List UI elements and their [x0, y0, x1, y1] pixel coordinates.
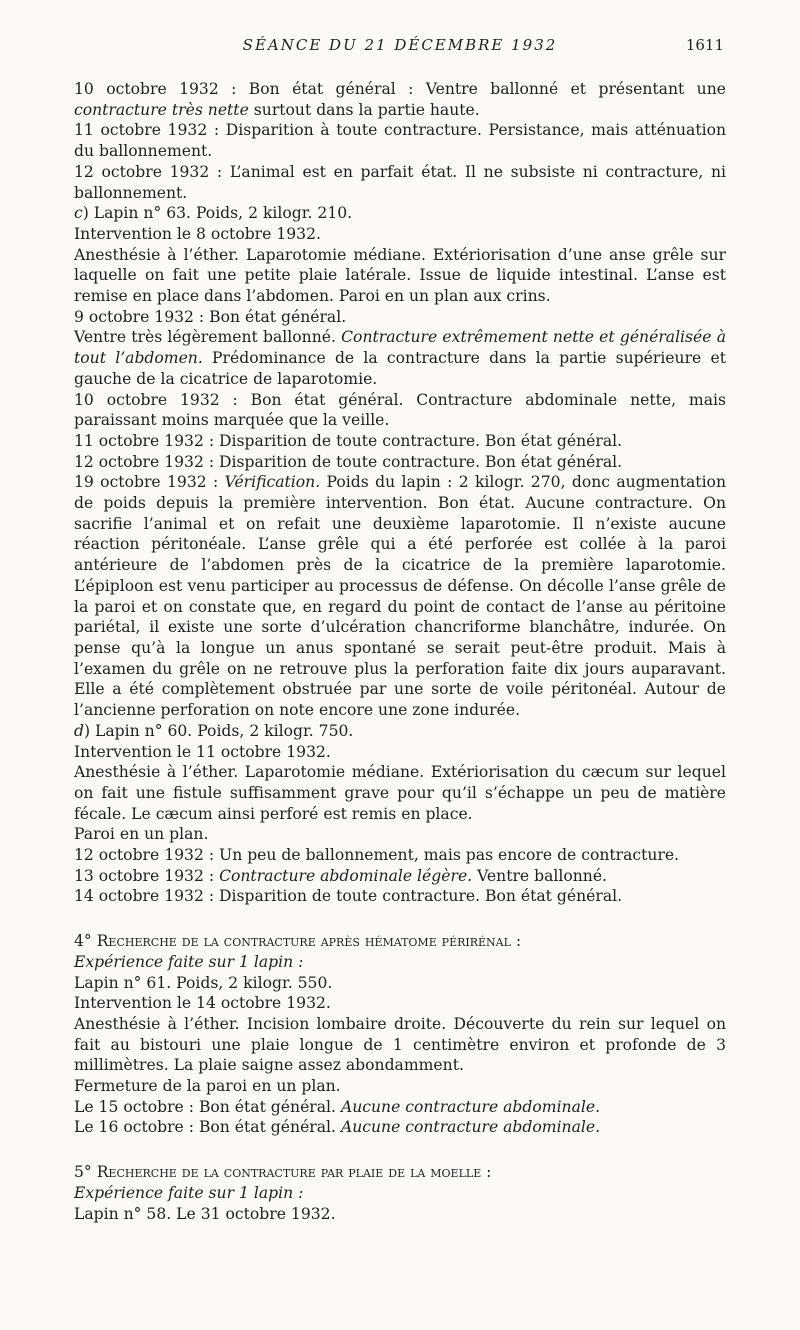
paragraph: [74, 742, 726, 763]
text-run: 10 octobre 1932 : Bon état général. Contracture abdominale nette, mais paraissant moins marquée que la veille.: [74, 390, 726, 430]
paragraph: [74, 472, 726, 720]
text-run: 10 octobre 1932 : Bon état général : Ventre ballonné et présentant une: [74, 80, 726, 98]
italic-text: Contracture abdominale légère.: [219, 866, 473, 885]
italic-text: c: [74, 204, 83, 223]
page-header: [0, 36, 800, 58]
paragraph: [74, 721, 726, 742]
text-run: Fermeture de la paroi en un plan.: [74, 1077, 341, 1096]
italic-text: Aucune contracture abdominale.: [340, 1118, 601, 1137]
text-run: Poids du lapin : 2 kilogr. 270, donc augmentation de poids depuis la première intervention. Bon état. Aucune contracture. On sacrifie l’animal et on refait une deuxième laparotomie. Il n’existe aucune réaction péritonéale. L’anse grêle qui a été perforée est collée à la paroi antérieure de l’abdomen près de la cicatrice de la première laparotomie. L’épiploon est venu participer au processus de défense. On décolle l’anse grêle de la paroi et on constate que, en regard du point de contact de l’anse au péritoine pariétal, il existe une sorte d’ulcération chancriforme blanchâtre, indurée. On pense qu’à la longue un anus spontané se serait peut-être produit. Mais à l’examen du grêle on ne retrouve plus la perforation faite dix jours auparavant. Elle a été complètement obstruée par une sorte de voile péritonéal. Autour de l’ancienne perforation on note encore une zone indurée.: [74, 473, 726, 720]
italic-text: d: [74, 721, 84, 740]
text-run: 4°: [74, 932, 97, 951]
section-heading: [74, 1162, 726, 1183]
smallcaps-text: Recherche de la contracture par plaie de la moelle :: [96, 1163, 492, 1182]
running-title: SÉANCE DU 21 DÉCEMBRE 1932: [242, 36, 558, 54]
paragraph: [74, 973, 726, 994]
paragraph: [74, 203, 726, 224]
paragraph: [74, 162, 726, 203]
text-run: 12 octobre 1932 : Disparition de toute contracture. Bon état général.: [74, 452, 623, 471]
text-run: Anesthésie à l’éther. Incision lombaire droite. Découverte du rein sur lequel on fait au bistouri une plaie longue de 1 centimètre environ et profonde de 3 millimètres. La plaie saigne assez abondamment.: [74, 1014, 726, 1075]
text-run: 5°: [74, 1163, 97, 1182]
text-run: Lapin n° 61. Poids, 2 kilogr. 550.: [74, 973, 333, 992]
paragraph: [74, 1117, 726, 1138]
paragraph: [74, 431, 726, 452]
italic-text: Expérience faite sur 1 lapin :: [74, 952, 304, 971]
text-run: Intervention le 14 octobre 1932.: [74, 994, 331, 1013]
paragraph: [74, 307, 726, 328]
smallcaps-text: Recherche de la contracture après hématome périrénal :: [96, 932, 522, 951]
page-number: 1611: [685, 36, 724, 54]
paragraph: [74, 390, 726, 431]
text-run: Prédominance de la contracture dans la partie supérieure et gauche de la cicatrice de laparotomie.: [74, 349, 726, 388]
paragraph: [74, 952, 726, 973]
paragraph: [74, 79, 726, 120]
italic-text: Contracture extrêmement nette et généralisée à tout l’abdomen.: [74, 328, 726, 368]
text-run: 12 octobre 1932 : Un peu de ballonnement, mais pas encore de contracture.: [74, 846, 680, 865]
text-run: ) Lapin n° 60. Poids, 2 kilogr. 750.: [83, 721, 354, 740]
text-run: 13 octobre 1932 :: [74, 866, 220, 885]
text-run: 19 octobre 1932 :: [74, 473, 225, 492]
italic-text: contracture très nette: [74, 100, 249, 119]
text-run: Le 16 octobre : Bon état général.: [74, 1118, 341, 1137]
text-run: ) Lapin n° 63. Poids, 2 kilogr. 210.: [82, 204, 353, 223]
text-run: surtout dans la partie haute.: [248, 100, 480, 119]
body-text: [74, 79, 726, 1224]
text-run: Lapin n° 58. Le 31 octobre 1932.: [74, 1204, 336, 1223]
text-run: Ventre ballonné.: [472, 866, 608, 885]
paragraph: [74, 993, 726, 1014]
paragraph: [74, 824, 726, 845]
paragraph: [74, 866, 726, 887]
paragraph: [74, 327, 726, 389]
text-run: Intervention le 8 octobre 1932.: [74, 224, 321, 243]
italic-text: Vérification.: [224, 473, 321, 492]
text-run: 12 octobre 1932 : L’animal est en parfait état. Il ne subsiste ni contracture, ni ballonnement.: [74, 162, 726, 202]
section-heading: [74, 931, 726, 952]
text-run: 11 octobre 1932 : Disparition de toute contracture. Bon état général.: [74, 431, 623, 450]
paragraph: [74, 845, 726, 866]
text-run: Intervention le 11 octobre 1932.: [74, 742, 331, 761]
paragraph: [74, 1097, 726, 1118]
italic-text: Expérience faite sur 1 lapin :: [74, 1183, 304, 1202]
paragraph: [74, 1014, 726, 1076]
paragraph: [74, 762, 726, 824]
italic-text: Aucune contracture abdominale.: [340, 1097, 601, 1116]
paragraph: [74, 452, 726, 473]
paragraph: [74, 1204, 726, 1225]
paragraph: [74, 886, 726, 907]
text-run: Ventre très légèrement ballonné.: [74, 328, 342, 347]
text-run: 9 octobre 1932 : Bon état général.: [74, 307, 347, 326]
paragraph: [74, 1076, 726, 1097]
text-run: 11 octobre 1932 : Disparition à toute contracture. Persistance, mais atténuation du ballonnement.: [74, 121, 726, 161]
paragraph: [74, 1183, 726, 1204]
text-run: Le 15 octobre : Bon état général.: [74, 1097, 341, 1116]
paragraph: [74, 224, 726, 245]
text-run: Anesthésie à l’éther. Laparotomie médiane. Extériorisation d’une anse grêle sur laquelle on fait une petite plaie latérale. Issue de liquide intestinal. L’anse est remise en place dans l’abdomen. Paroi en un plan aux crins.: [74, 245, 726, 306]
paragraph: [74, 120, 726, 161]
text-run: Anesthésie à l’éther. Laparotomie médiane. Extériorisation du cæcum sur lequel on fait une fistule suffisamment grave pour qu’il s’échappe un peu de matière fécale. Le cæcum ainsi perforé est remis en place.: [74, 763, 726, 823]
text-run: 14 octobre 1932 : Disparition de toute contracture. Bon état général.: [74, 887, 623, 906]
paragraph: [74, 245, 726, 307]
text-run: Paroi en un plan.: [74, 825, 209, 844]
